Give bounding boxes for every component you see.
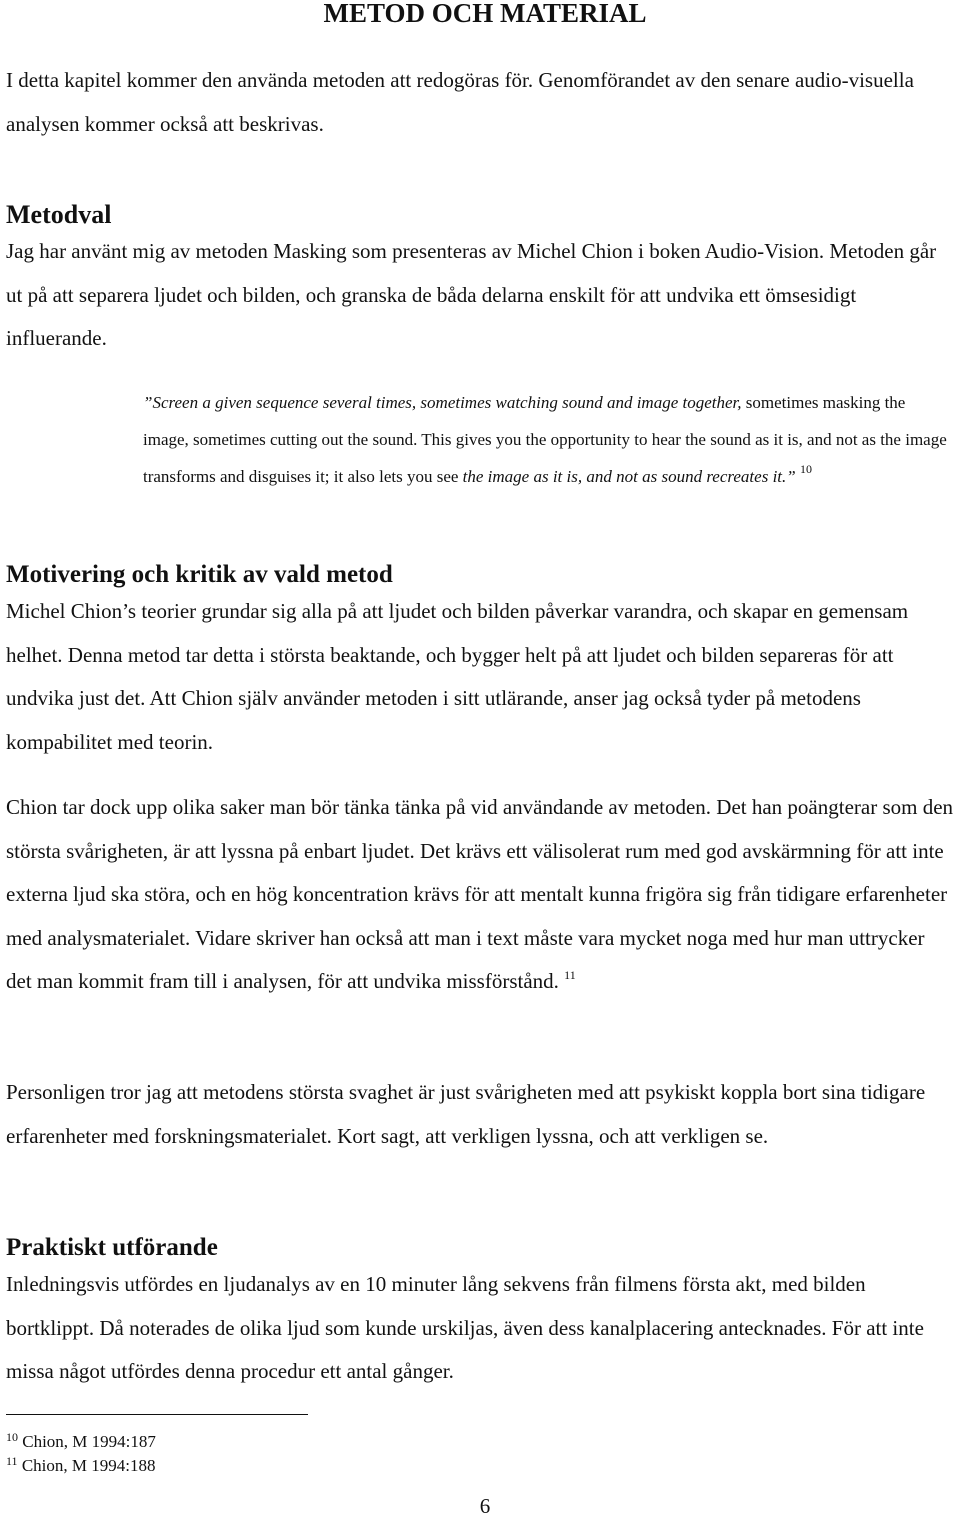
- metodval-paragraph: Jag har använt mig av metoden Masking som presenteras av Michel Chion i boken Audio-Vision. Metoden går ut på att separera ljudet och bilden, och granska de båda delarna enskilt för att undvika ett ömsesidigt influerande.: [6, 239, 937, 350]
- block-quote: [143, 384, 948, 497]
- footnote-10: [6, 1430, 156, 1455]
- section-heading-motivering: Motivering och kritik av vald metod: [6, 561, 393, 588]
- motivering-paragraph-3: Personligen tror jag att metodens största svaghet är just svårigheten med att psykiskt koppla bort sina tidigare erfarenheter med forskningsmaterialet. Kort sagt, att verkligen lyssna, och att verkligen se.: [6, 1080, 926, 1148]
- section-heading-metodval: Metodval: [6, 200, 112, 229]
- footnote-number-11: 11: [6, 1454, 18, 1468]
- footnote-ref-10: 10: [799, 462, 812, 476]
- footnote-number-10: 10: [6, 1430, 18, 1444]
- footnote-separator: [6, 1414, 308, 1415]
- chapter-title: METOD OCH MATERIAL: [323, 0, 647, 28]
- quote-italic-start: Screen a given sequence several times, sometimes watching sound and image together,: [152, 393, 742, 412]
- footnote-text-11: Chion, M 1994:188: [21, 1456, 156, 1475]
- quote-open-mark: ”: [143, 393, 153, 412]
- page-number: 6: [479, 1494, 491, 1518]
- section-heading-praktiskt: Praktiskt utförande: [6, 1234, 218, 1261]
- motivering-paragraph-2-text: Chion tar dock upp olika saker man bör tänka tänka på vid användande av metoden. Det han poängterar som den största svårigheten, är att lyssna på enbart ljudet. Det krävs ett välisolerat rum med god avskärmning för att inte externa ljud ska störa, och en hög koncentration krävs för att mentalt kunna frigöra sig från tidigare erfarenheter med analysmaterialet. Vidare skriver han också att man i text måste vara mycket noga med hur man uttrycker det man kommit fram till i analysen, för att undvika missförstånd.: [6, 795, 954, 993]
- motivering-paragraph-1: Michel Chion’s teorier grundar sig alla på att ljudet och bilden påverkar varandra, och skapar en gemensam helhet. Denna metod tar detta i största beaktande, och bygger helt på att ljudet och bilden separeras för att undvika just det. Att Chion själv använder metoden i sitt utlärande, anser jag också tyder på metodens kompabilitet med teorin.: [6, 599, 909, 754]
- intro-paragraph: I detta kapitel kommer den använda metoden att redogöras för. Genomförandet av den senare audio-visuella analysen kommer också att beskrivas.: [6, 68, 914, 136]
- quote-middle: sometimes masking the image, sometimes cutting out the sound. This gives you the opportunity to hear the sound as it is, and not as the image transforms and disguises it; it also lets you see: [143, 393, 947, 486]
- footnote-text-10: Chion, M 1994:187: [22, 1432, 156, 1451]
- quote-close-mark: ”: [786, 467, 796, 486]
- footnote-11: [6, 1454, 155, 1479]
- motivering-paragraph-2: [6, 786, 954, 1007]
- footnote-ref-11: 11: [564, 968, 576, 982]
- praktiskt-paragraph: Inledningsvis utfördes en ljudanalys av en 10 minuter lång sekvens från filmens första akt, med bilden bortklippt. Då noterades de olika ljud som kunde urskiljas, även dess kanalplacering antecknades. För att inte missa något utfördes denna procedur ett antal gånger.: [6, 1272, 924, 1383]
- quote-italic-end: the image as it is, and not as sound recreates it.: [462, 467, 787, 486]
